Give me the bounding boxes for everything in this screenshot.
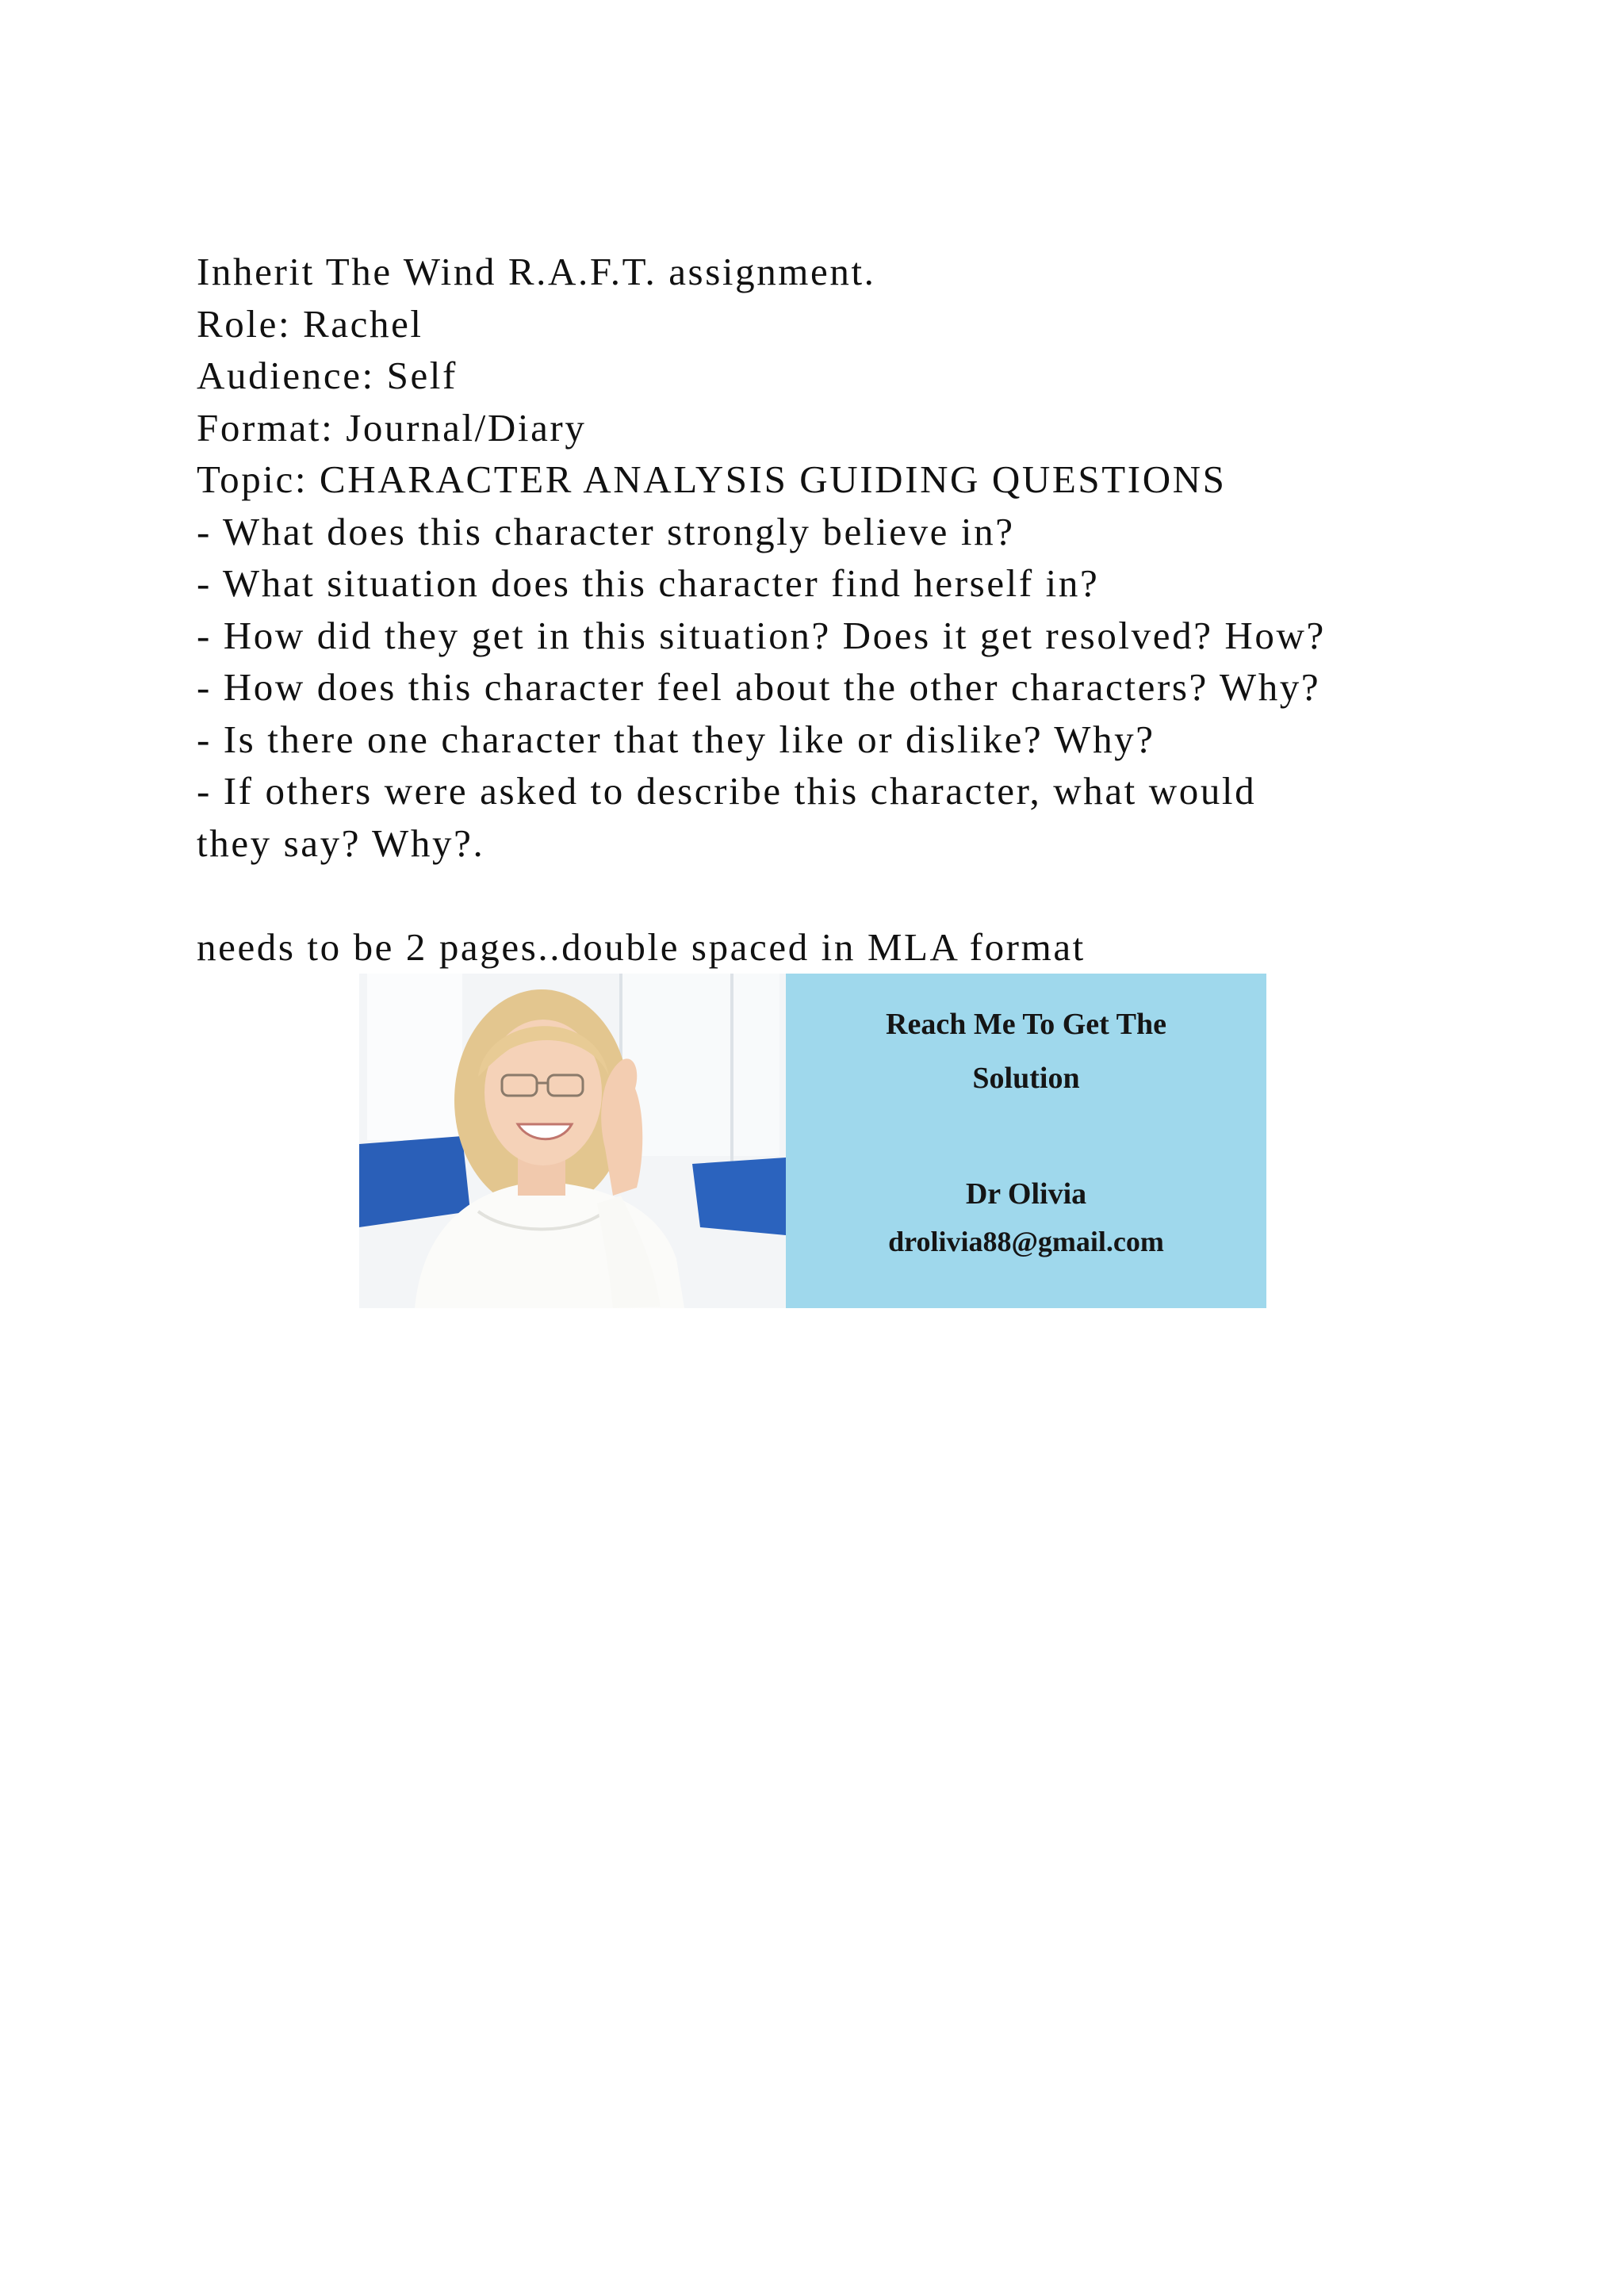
assignment-title: Inherit The Wind R.A.F.T. assignment.: [197, 250, 876, 293]
format-line: Format: Journal/Diary: [197, 405, 587, 450]
contact-email: drolivia88@gmail.com: [888, 1226, 1164, 1257]
question-1: - What does this character strongly believe in?: [197, 509, 1015, 553]
contact-name: Dr Olivia: [965, 1177, 1087, 1211]
question-6: - If others were asked to describe this character, what would: [197, 769, 1257, 813]
assignment-text: [197, 246, 1497, 973]
banner-headline-continued: Solution: [972, 1062, 1080, 1095]
woman-photo-illustration: [359, 974, 786, 1308]
audience-line: Audience: Self: [197, 354, 458, 397]
contact-panel: [786, 974, 1266, 1308]
question-2: - What situation does this character find herself in?: [197, 561, 1100, 605]
question-5: - Is there one character that they like or dislike? Why?: [197, 717, 1155, 761]
woman-photo: [359, 974, 786, 1308]
role-line: Role: Rachel: [197, 301, 423, 346]
topic-line: Topic: CHARACTER ANALYSIS GUIDING QUESTIONS: [197, 457, 1227, 501]
question-6-continued: they say? Why?.: [197, 821, 485, 865]
banner-headline: Reach Me To Get The: [886, 1008, 1166, 1041]
question-3: - How did they get in this situation? Does it get resolved? How?: [197, 613, 1326, 657]
contact-banner: [359, 974, 1266, 1308]
blank-line: [197, 869, 1497, 921]
question-4: - How does this character feel about the other characters? Why?: [197, 665, 1321, 709]
format-note: needs to be 2 pages..double spaced in MLA format: [197, 924, 1086, 969]
